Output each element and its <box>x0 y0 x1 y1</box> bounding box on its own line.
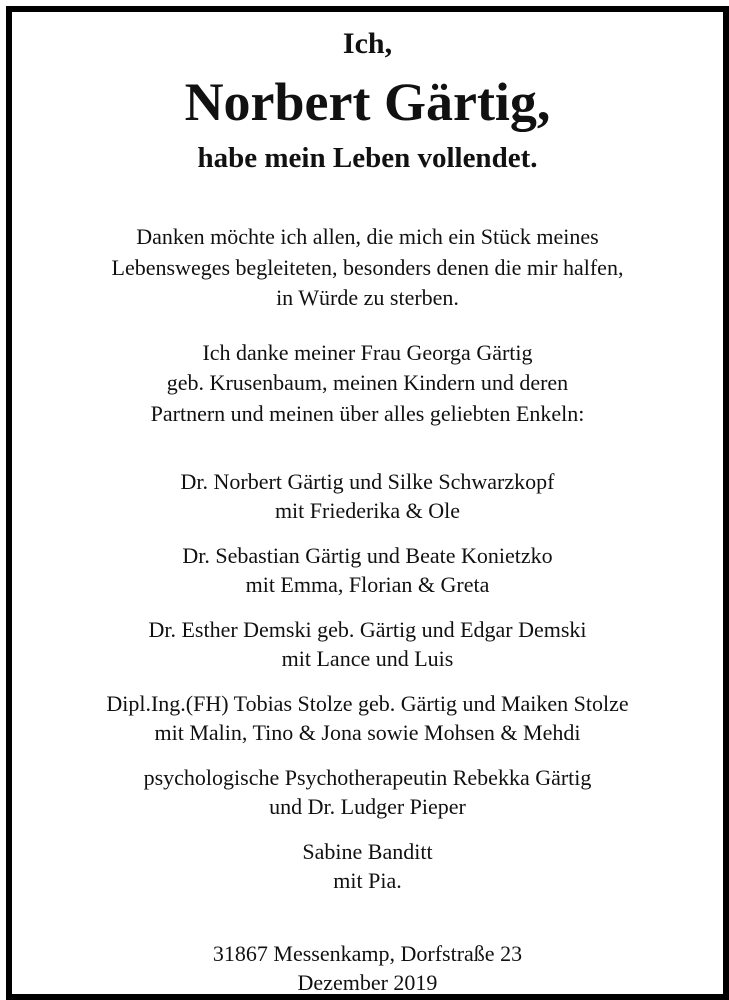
obituary-content <box>12 12 723 997</box>
family-entry <box>12 763 723 821</box>
family-intro-line: Ich danke meiner Frau Georga Gärtig <box>202 339 533 365</box>
family-names: Dr. Norbert Gärtig und Silke Schwarzkopf <box>180 469 555 494</box>
thanks-line: Danken möchte ich allen, die mich ein Stück meines <box>136 224 599 249</box>
family-intro-paragraph <box>12 338 723 430</box>
thanks-line: in Würde zu sterben. <box>276 285 459 310</box>
family-entry <box>12 689 723 747</box>
family-entry <box>12 467 723 525</box>
intro-text: Ich, <box>342 27 393 60</box>
family-names: Dr. Sebastian Gärtig und Beate Konietzko <box>182 543 553 568</box>
family-children: mit Lance und Luis <box>281 646 454 671</box>
family-names: Dipl.Ing.(FH) Tobias Stolze geb. Gärtig und Maiken Stolze <box>106 691 629 716</box>
family-names: psychologische Psychotherapeutin Rebekka Gärtig <box>143 765 592 790</box>
footer <box>12 939 723 997</box>
thanks-paragraph <box>12 222 723 314</box>
family-entry <box>12 541 723 599</box>
family-entry <box>12 615 723 673</box>
family-children: mit Malin, Tino & Jona sowie Mohsen & Mehdi <box>154 720 581 745</box>
family-names: Sabine Banditt <box>302 839 433 864</box>
deceased-name: Norbert Gärtig, <box>184 72 551 132</box>
family-intro-line: geb. Krusenbaum, meinen Kindern und deren <box>166 370 569 395</box>
obituary-frame <box>6 6 729 1000</box>
family-list <box>12 467 723 895</box>
thanks-line: Lebensweges begleiteten, besonders denen die mir halfen, <box>111 254 624 280</box>
family-entry <box>12 837 723 895</box>
family-children: und Dr. Ludger Pieper <box>269 794 466 819</box>
date: Dezember 2019 <box>297 970 438 995</box>
family-children: mit Emma, Florian & Greta <box>245 572 490 597</box>
family-children: mit Pia. <box>333 868 402 893</box>
family-intro-line: Partnern und meinen über alles geliebten Enkeln: <box>150 400 585 426</box>
family-names: Dr. Esther Demski geb. Gärtig und Edgar Demski <box>148 617 587 642</box>
subtitle: habe mein Leben vollendet. <box>197 142 538 174</box>
family-children: mit Friederika & Ole <box>274 498 461 523</box>
address: 31867 Messenkamp, Dorfstraße 23 <box>212 941 523 966</box>
